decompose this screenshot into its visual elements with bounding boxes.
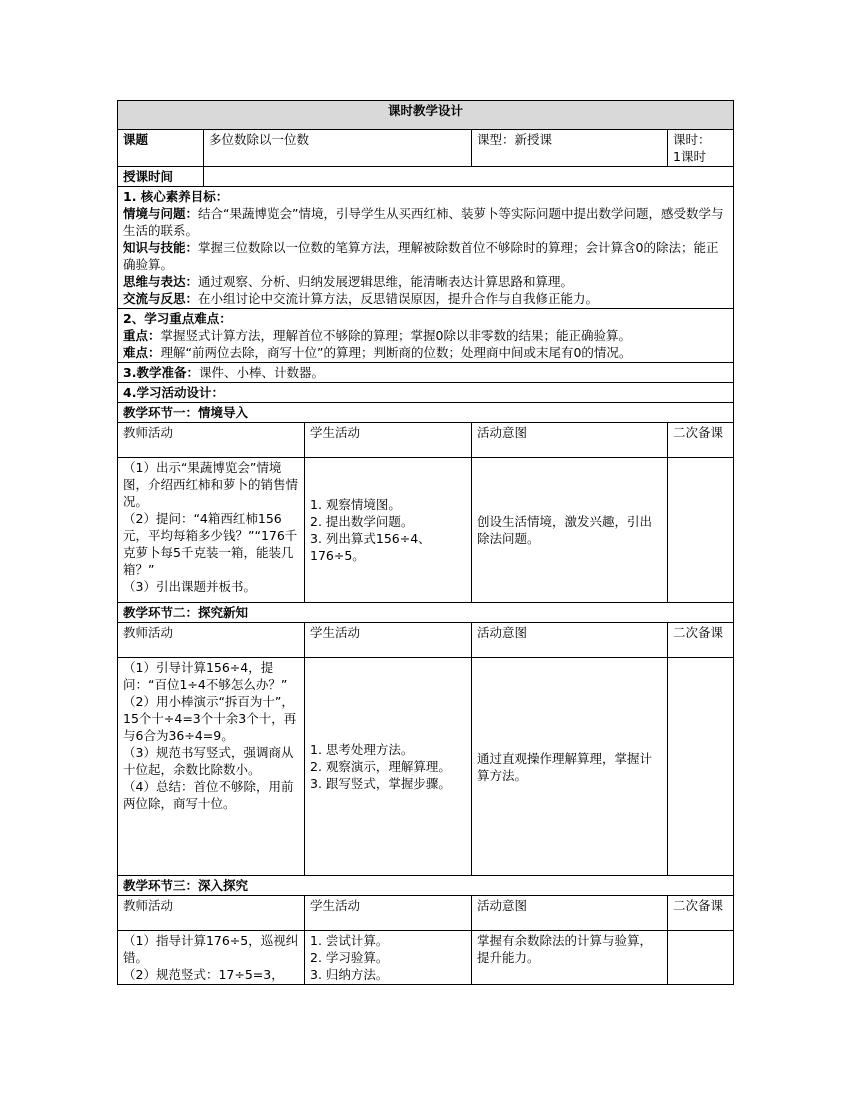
- design-heading: 4.学习活动设计：: [118, 383, 734, 403]
- hours-label: 课时：: [673, 132, 711, 147]
- col-header-intent: 活动意图: [472, 896, 668, 931]
- teacher-activity: （1）指导计算176÷5，巡视纠错。 （2）规范竖式：17÷5=3，: [118, 931, 305, 985]
- prep-text: 课件、小棒、计数器。: [198, 365, 324, 380]
- revision-cell: [668, 658, 734, 876]
- column-header-row: [118, 423, 734, 458]
- keypoint-item: 重点：掌握竖式计算方法，理解首位不够除的算理；掌握0除以非零数的结果；能正确验算。: [123, 328, 631, 343]
- teacher-activity: （1）出示“果蔬博览会”情境图，介绍西红柿和萝卜的销售情况。 （2）提问：“4箱西红柿156元，平均每箱多少钱？”“176千克萝卜每5千克装一箱，能装几箱？” （3）引出课题并板书。: [118, 458, 305, 603]
- col-header-student: 学生活动: [305, 623, 472, 658]
- activity-intent: 通过直观操作理解算理，掌握计算方法。: [472, 658, 668, 876]
- col-header-revision: 二次备课: [668, 423, 734, 458]
- goal-item: 交流与反思：在小组讨论中交流计算方法，反思错误原因，提升合作与自我修正能力。: [123, 291, 599, 306]
- revision-cell: [668, 931, 734, 985]
- student-activity: 1. 观察情境图。 2. 提出数学问题。 3. 列出算式156÷4、176÷5。: [305, 458, 472, 603]
- activity-row: [118, 658, 734, 876]
- prep-cell: [118, 363, 734, 383]
- col-header-revision: 二次备课: [668, 896, 734, 931]
- prep-label: 3.教学准备：: [123, 365, 199, 380]
- goal-item: 思维与表达：通过观察、分析、归纳发展逻辑思维，能清晰表达计算思路和算理。: [123, 274, 574, 289]
- teacher-activity: （1）引导计算156÷4，提问：“百位1÷4不够怎么办？” （2）用小棒演示“拆百为十”，15个十÷4=3个十余3个十，再与6合为36÷4=9。 （3）规范书写竖式，强调商从十位起，余数比除数小。 （4）总结：首位不够除，用前两位除，商写十位。: [118, 658, 305, 876]
- goals-row: [118, 187, 734, 309]
- col-header-teacher: 教师活动: [118, 896, 305, 931]
- design-heading-row: [118, 383, 734, 403]
- col-header-student: 学生活动: [305, 896, 472, 931]
- keypoints-row: [118, 309, 734, 363]
- column-header-row: [118, 896, 734, 931]
- keypoints-cell: [118, 309, 734, 363]
- page-title: 课时教学设计: [118, 101, 734, 130]
- section-title-row: [118, 403, 734, 423]
- activity-intent: 掌握有余数除法的计算与验算，提升能力。: [472, 931, 668, 985]
- goals-cell: [118, 187, 734, 309]
- keypoint-item: 难点：理解“前两位去除，商写十位”的算理；判断商的位数；处理商中间或末尾有0的情况。: [123, 345, 632, 360]
- lesson-hours: [668, 130, 734, 167]
- time-value: [204, 167, 734, 187]
- topic-value: 多位数除以一位数: [204, 130, 472, 167]
- keypoints-heading: 2、学习重点难点：: [123, 311, 232, 326]
- time-label: 授课时间: [118, 167, 204, 187]
- topic-row: [118, 130, 734, 167]
- col-header-intent: 活动意图: [472, 623, 668, 658]
- goal-item: 情境与问题：结合“果蔬博览会”情境，引导学生从买西红柿、装萝卜等实际问题中提出数学问题，感受数学与生活的联系。: [123, 206, 724, 238]
- column-header-row: [118, 623, 734, 658]
- section-title-row: [118, 876, 734, 896]
- time-row: [118, 167, 734, 187]
- revision-cell: [668, 458, 734, 603]
- topic-label: 课题: [118, 130, 204, 167]
- student-activity: 1. 尝试计算。 2. 学习验算。 3. 归纳方法。: [305, 931, 472, 985]
- section-title-row: [118, 603, 734, 623]
- section-title: 教学环节一：情境导入: [118, 403, 734, 423]
- section-title: 教学环节三：深入探究: [118, 876, 734, 896]
- hours-value: 1课时: [673, 149, 706, 164]
- col-header-teacher: 教师活动: [118, 623, 305, 658]
- lesson-plan-table: [117, 100, 734, 985]
- col-header-student: 学生活动: [305, 423, 472, 458]
- prep-row: [118, 363, 734, 383]
- lesson-type: 课型：新授课: [472, 130, 668, 167]
- goal-item: 知识与技能：掌握三位数除以一位数的笔算方法，理解被除数首位不够除时的算理；会计算含0的除法；能正确验算。: [123, 240, 719, 272]
- activity-row: [118, 458, 734, 603]
- student-activity: 1. 思考处理方法。 2. 观察演示，理解算理。 3. 跟写竖式，掌握步骤。: [305, 658, 472, 876]
- col-header-teacher: 教师活动: [118, 423, 305, 458]
- activity-intent: 创设生活情境，激发兴趣，引出除法问题。: [472, 458, 668, 603]
- col-header-revision: 二次备课: [668, 623, 734, 658]
- activity-row: [118, 931, 734, 985]
- goals-heading: 1. 核心素养目标：: [123, 189, 229, 204]
- title-row: [118, 101, 734, 130]
- col-header-intent: 活动意图: [472, 423, 668, 458]
- section-title: 教学环节二：探究新知: [118, 603, 734, 623]
